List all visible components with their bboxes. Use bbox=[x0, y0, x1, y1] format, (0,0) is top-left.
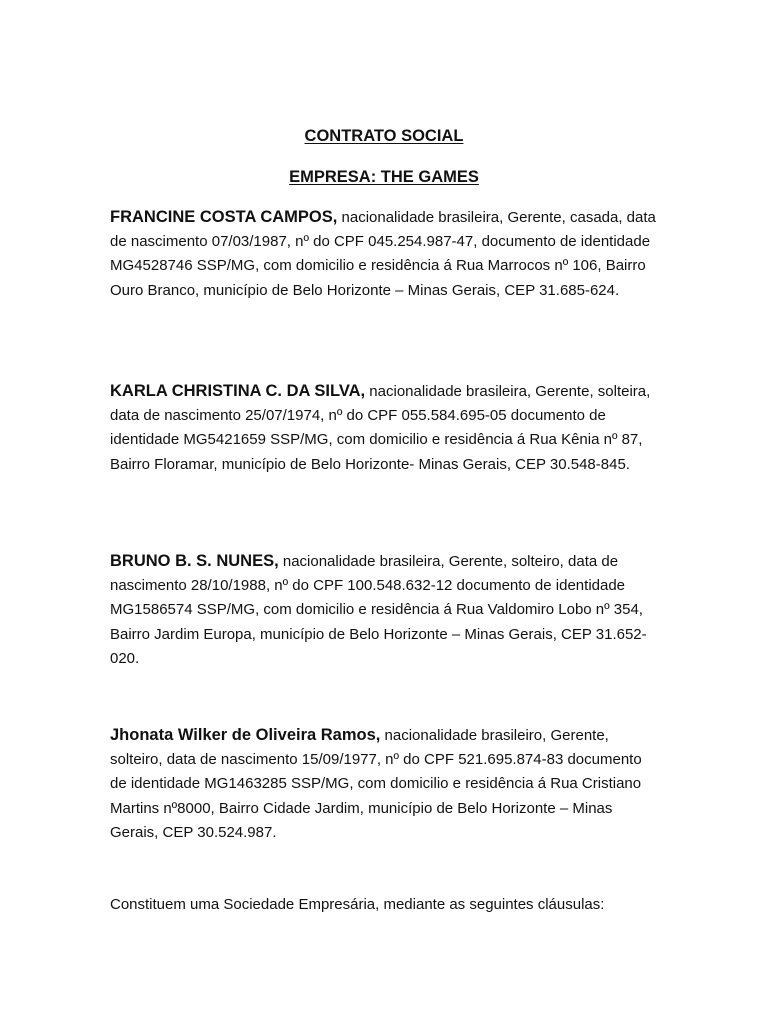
partner-name: Jhonata Wilker de Oliveira Ramos, bbox=[110, 726, 381, 744]
partner-details: nacionalidade brasileira, Gerente, casada, data de nascimento 07/03/1987, nº do CPF 045.254.987-47, documento de identidade MG4528746 SSP/MG, com domicilio e residência á Rua Marrocos nº 106, Bairro Ouro Branco, município de Belo Horizonte – Minas Gerais, CEP 31.685-624. bbox=[110, 209, 656, 299]
partner-name: FRANCINE COSTA CAMPOS, bbox=[110, 208, 338, 226]
partner-paragraph bbox=[110, 723, 662, 845]
partner-details: nacionalidade brasileira, Gerente, solteira, data de nascimento 25/07/1974, nº do CPF 055.584.695-05 documento de identidade MG5421659 SSP/MG, com domicilio e residência á Rua Kênia nº 87, Bairro Floramar, município de Belo Horizonte- Minas Gerais, CEP 30.548-845. bbox=[110, 383, 651, 473]
partner-name: BRUNO B. S. NUNES, bbox=[110, 552, 279, 570]
company-name-heading: EMPRESA: THE GAMES bbox=[289, 168, 479, 186]
partner-details: nacionalidade brasileiro, Gerente, solteiro, data de nascimento 15/09/1977, nº do CPF 521.695.874-83 documento de identidade MG1463285 SSP/MG, com domicilio e residência á Rua Cristiano Martins nº8000, Bairro Cidade Jardim, município de Belo Horizonte – Minas Gerais, CEP 30.524.987. bbox=[110, 727, 642, 841]
partner-name: KARLA CHRISTINA C. DA SILVA, bbox=[110, 382, 366, 400]
closing-statement: Constituem uma Sociedade Empresária, mediante as seguintes cláusulas: bbox=[110, 896, 605, 913]
partner-details: nacionalidade brasileira, Gerente, solteiro, data de nascimento 28/10/1988, nº do CPF 100.548.632-12 documento de identidade MG1586574 SSP/MG, com domicilio e residência á Rua Valdomiro Lobo nº 354, Bairro Jardim Europa, município de Belo Horizonte – Minas Gerais, CEP 31.652-020. bbox=[110, 553, 647, 667]
partner-paragraph bbox=[110, 379, 662, 477]
partner-paragraph bbox=[110, 549, 662, 671]
partner-paragraph bbox=[110, 205, 662, 303]
document-title: CONTRATO SOCIAL bbox=[304, 127, 464, 145]
